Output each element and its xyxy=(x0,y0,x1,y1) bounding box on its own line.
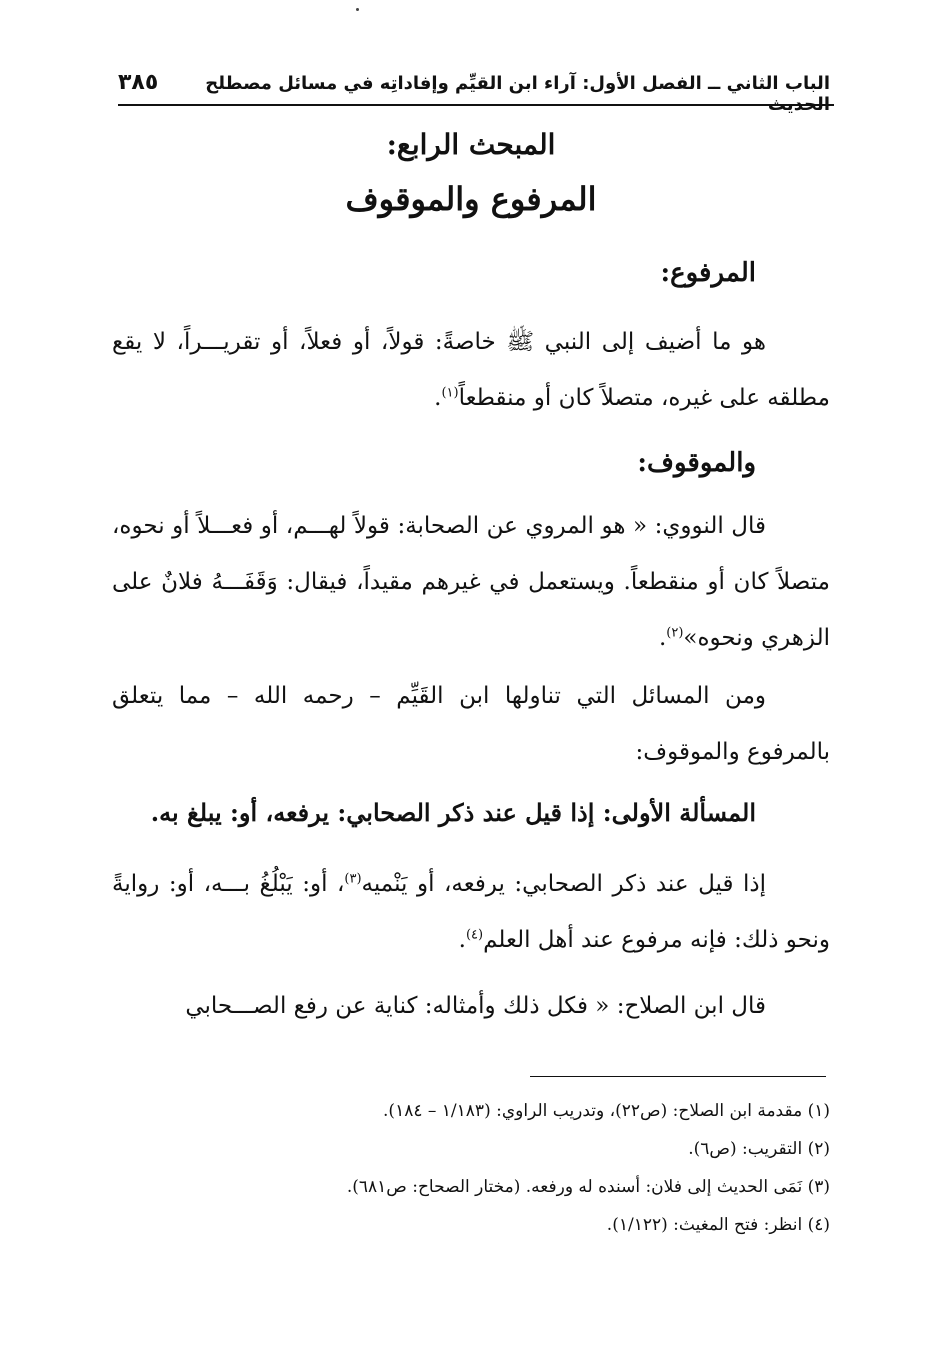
running-header xyxy=(118,70,830,115)
mawquf-paragraph: قال النووي: « هو المروي عن الصحابة: قولاً لهـــم، أو فعـــلاً أو نحوه، متصلاً كان أو منقطعاً. ويستعمل في غيرهم مقيداً، فيقال: وَقَفَـــهُ فلانٌ على الزهري ونحوه»$^{(٢)}$. xyxy=(112,513,830,651)
footnote-2: (٢) التقريب: (ص٦). xyxy=(688,1139,830,1159)
footnote-ref-1[interactable]: (١) xyxy=(441,385,459,401)
header-rule xyxy=(118,104,834,106)
section-label: المبحث الرابع: xyxy=(386,128,556,161)
intro-text: ومن المسائل التي تناولها ابن القَيِّم – رحمه الله – مما يتعلق بالمرفوع والموقوف: xyxy=(112,683,830,765)
quote-paragraph xyxy=(112,978,830,1034)
footnote-rule xyxy=(530,1076,826,1077)
quote-text: قال ابن الصلاح: « فكل ذلك وأمثاله: كناية عن رفع الصـــحابي xyxy=(185,993,766,1019)
mawquf-text: قال النووي: « هو المروي عن الصحابة: قولاً لهـــم، أو فعـــلاً أو نحوه، متصلاً كان أو منقطعاً. ويستعمل في غيرهم مقيداً، فيقال: وَقَفَـــهُ فلانٌ على الزهري ونحوه» xyxy=(112,513,830,651)
mawquf-heading: والموقوف: xyxy=(637,448,756,478)
page-number: ٣٨٥ xyxy=(118,70,159,95)
footnote-4: (٤) انظر: فتح المغيث: (١/١٢٢). xyxy=(606,1215,830,1235)
marfu-paragraph: هو ما أضيف إلى النبي ﷺ خاصةً: قولاً، أو فعلاً، أو تقريـــراً، لا يقع مطلقه على غيره، متصلاً كان أو منقطعاً$^{(١)}$. xyxy=(112,329,830,411)
footnote-ref-2[interactable]: (٢) xyxy=(666,625,684,641)
footnote-ref-4[interactable]: (٤) xyxy=(465,927,484,943)
intro-paragraph xyxy=(112,668,830,780)
footnote-3: (٣) نَمَى الحديث إلى فلان: أسنده له ورفعه. (مختار الصحاح: ص٦٨١). xyxy=(346,1177,830,1197)
issue-one-text-b: ، أو: يَبْلُغُ بـــه، أو: روايةً ونحو ذلك: فإنه مرفوع عند أهل العلم xyxy=(112,871,830,953)
marfu-heading: المرفوع: xyxy=(660,258,756,288)
scan-speck xyxy=(356,8,359,11)
footnote-1: (١) مقدمة ابن الصلاح: (ص٢٢)، وتدريب الراوي: (١/١٨٣ – ١٨٤). xyxy=(383,1101,830,1121)
running-head-title: الباب الثاني ــ الفصل الأول: آراء ابن القيِّم وإفاداتِه في مسائل مصطلح الحديث xyxy=(205,73,830,115)
footnotes-list xyxy=(112,1092,830,1244)
issue-one-heading: المسألة الأولى: إذا قيل عند ذكر الصحابي: يرفعه، أو: يبلغ به. xyxy=(150,798,756,827)
footnote-ref-3[interactable]: (٣) xyxy=(344,871,362,887)
issue-one-text-a: إذا قيل عند ذكر الصحابي: يرفعه، أو يَنْميه xyxy=(361,871,766,897)
issue-one-paragraph: إذا قيل عند ذكر الصحابي: يرفعه، أو يَنْميه$^{(٣)}$، أو: يَبْلُغُ بـــه، أو: روايةً ونحو ذلك: فإنه مرفوع عند أهل العلم$^{(٤)}$. xyxy=(112,871,830,953)
marfu-text: هو ما أضيف إلى النبي ﷺ خاصةً: قولاً، أو فعلاً، أو تقريـــراً، لا يقع مطلقه على غيره، متصلاً كان أو منقطعاً xyxy=(112,329,830,411)
section-title: المرفوع والموقوف xyxy=(345,180,597,218)
